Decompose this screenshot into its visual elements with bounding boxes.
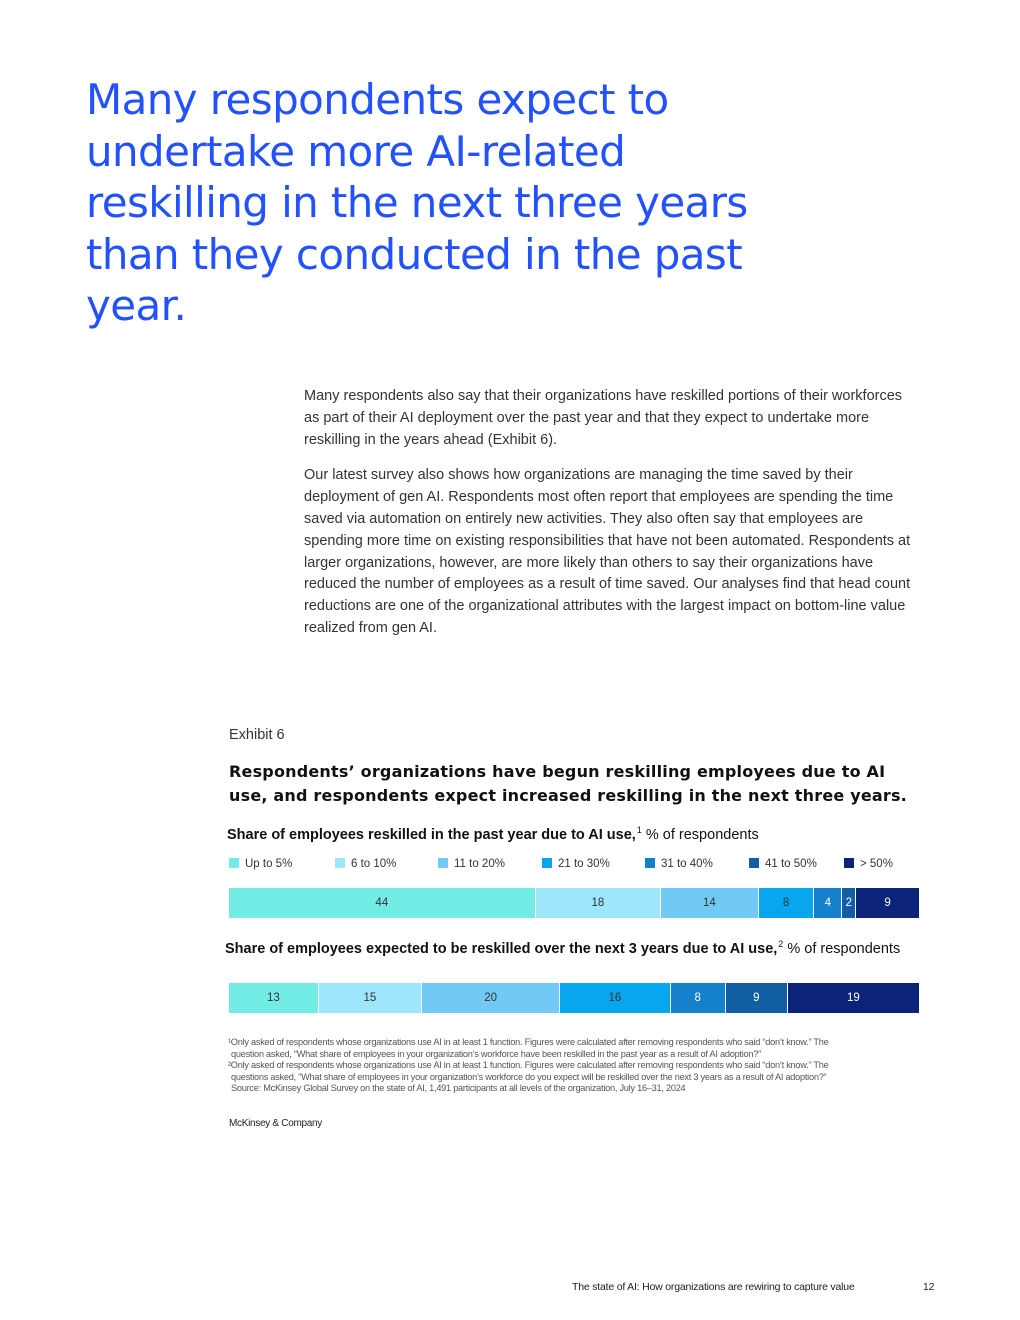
bar-segment <box>759 888 815 918</box>
paragraph: Our latest survey also shows how organizations are managing the time saved by their deployment of gen AI. Respondents most often report that employees are spending the time saved via automation on entirely new activities. They also often say that employees are spending more time on existing responsibilities that have not been automated. Respondents at larger organizations, however, are more likely than others to say their organizations have reduced the number of employees as a result of time saved. Our analyses find that head count reductions are one of the organizational attributes with the largest impact on bottom-line value realized from gen AI. <box>304 467 911 636</box>
chart-subtitle-next-3-years <box>225 939 900 957</box>
bar-segment <box>726 983 788 1013</box>
footnote-marker: 2 <box>778 939 784 949</box>
series-name: Share of employees reskilled in the past year due to AI use, <box>227 827 636 843</box>
legend-item <box>749 858 817 870</box>
bar-segment <box>856 888 919 918</box>
data-label: 4 <box>824 897 832 909</box>
stacked-bar-next-3-years <box>229 983 919 1013</box>
series-name: Share of employees expected to be reskilled over the next 3 years due to AI use, <box>225 941 778 957</box>
bar-segment <box>536 888 661 918</box>
bar-segment <box>229 888 536 918</box>
legend-swatch <box>229 858 239 868</box>
data-label: 13 <box>266 992 280 1004</box>
legend-item <box>542 858 610 870</box>
legend-swatch <box>844 858 854 868</box>
bar-segment <box>788 983 919 1013</box>
legend-swatch <box>645 858 655 868</box>
data-label: 8 <box>694 992 701 1004</box>
legend-label: Up to 5% <box>245 858 293 870</box>
bar-segment <box>560 983 670 1013</box>
footer-title: The state of AI: How organizations are rewiring to capture value <box>572 1281 855 1293</box>
footnote-marker: 1 <box>636 825 642 835</box>
bar-segment <box>842 888 856 918</box>
bar-segment <box>319 983 423 1013</box>
data-label: 14 <box>702 897 716 909</box>
legend-label: 31 to 40% <box>661 858 713 870</box>
data-label: 2 <box>845 897 852 909</box>
footnote-line: question asked, “What share of employees in your organization’s workforce have been reskilled in the past year as a result of AI adoption?” <box>231 1048 761 1059</box>
data-label: 19 <box>847 992 860 1004</box>
legend-swatch <box>335 858 345 868</box>
footnote-line: questions asked, “What share of employees in your organization’s workforce do you expect will be reskilled over the next 3 years as a result of AI adoption?” <box>231 1071 827 1082</box>
legend-label: 11 to 20% <box>454 858 505 870</box>
footnotes <box>228 1037 918 1095</box>
stacked-bar-past-year <box>229 888 919 918</box>
bar-segment <box>229 983 319 1013</box>
exhibit-title: Respondents’ organizations have begun reskilling employees due to AI use, and respondents expect increased reskilling in the next three years. <box>229 762 907 805</box>
chart-subtitle-past-year <box>227 825 759 843</box>
page-number: 12 <box>923 1281 935 1293</box>
data-label: 8 <box>782 897 790 909</box>
legend-item <box>438 858 505 870</box>
data-label: 9 <box>753 992 760 1004</box>
series-unit: % of respondents <box>645 827 759 843</box>
bar-segment <box>661 888 759 918</box>
data-label: 9 <box>884 897 891 909</box>
chart-legend <box>229 858 929 874</box>
legend-label: 41 to 50% <box>765 858 817 870</box>
paragraph: Many respondents also say that their organizations have reskilled portions of their workforces as part of their AI deployment over the past year and that they expect to undertake more reskilling in the years ahead (Exhibit 6). <box>304 388 903 448</box>
data-label: 20 <box>484 992 498 1004</box>
legend-item <box>844 858 893 870</box>
body-text <box>304 386 916 654</box>
source-line: Source: McKinsey Global Survey on the state of AI, 1,491 participants at all levels of the organization, July 16–31, 2024 <box>231 1083 686 1093</box>
bar-segment <box>422 983 560 1013</box>
legend-swatch <box>438 858 448 868</box>
legend-item <box>645 858 713 870</box>
exhibit-label: Exhibit 6 <box>229 727 285 743</box>
footnote-line: ²Only asked of respondents whose organizations use AI in at least 1 function. Figures were calculated after removing respondents who said “don’t know.” The <box>228 1060 829 1070</box>
series-unit: % of respondents <box>787 941 901 957</box>
bar-segment <box>671 983 726 1013</box>
legend-label: 21 to 30% <box>558 858 610 870</box>
legend-label: 6 to 10% <box>351 858 397 870</box>
data-label: 15 <box>363 992 377 1004</box>
bar-segment <box>814 888 842 918</box>
headline: Many respondents expect to undertake more AI-related reskilling in the next three years than they conducted in the past year. <box>86 75 748 330</box>
company-name: McKinsey & Company <box>229 1118 322 1129</box>
footnote-line: ¹Only asked of respondents whose organizations use AI in at least 1 function. Figures were calculated after removing respondents who said “don’t know.” The <box>228 1037 829 1047</box>
legend-item <box>335 858 396 870</box>
legend-label: > 50% <box>860 858 893 870</box>
data-label: 16 <box>608 992 622 1004</box>
legend-item <box>229 858 292 870</box>
legend-swatch <box>749 858 759 868</box>
data-label: 44 <box>375 897 389 909</box>
legend-swatch <box>542 858 552 868</box>
data-label: 18 <box>591 897 605 909</box>
